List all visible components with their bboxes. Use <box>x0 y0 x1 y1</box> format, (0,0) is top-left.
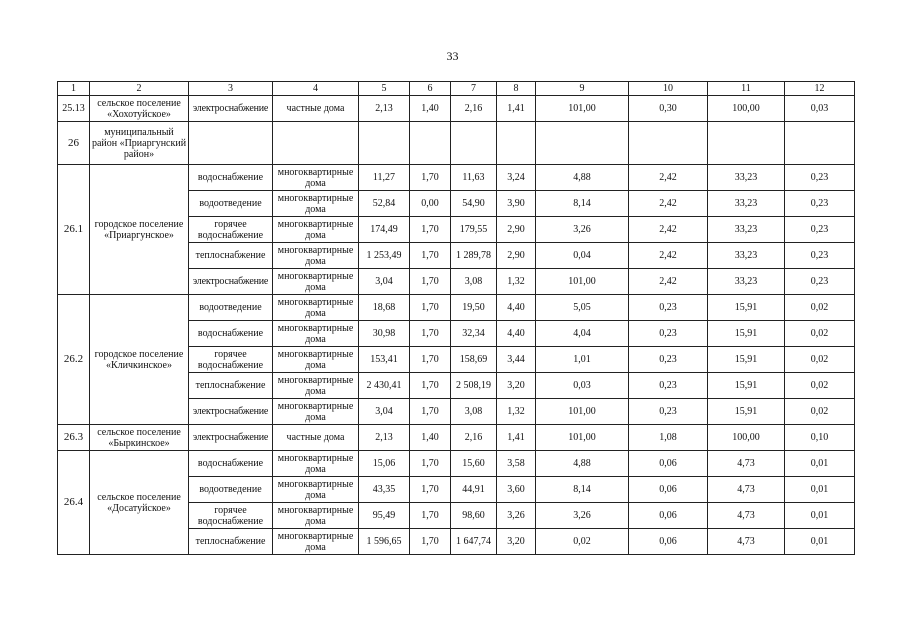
table-cell: 15,91 <box>708 373 785 399</box>
table-cell: 1,70 <box>410 529 451 555</box>
table-cell: 101,00 <box>536 425 629 451</box>
table-cell <box>359 122 410 165</box>
table-cell: 0,01 <box>785 529 855 555</box>
table-cell: 18,68 <box>359 295 410 321</box>
table-cell: 15,91 <box>708 321 785 347</box>
table-cell: 0,23 <box>629 295 708 321</box>
table-cell: 26.4 <box>58 451 90 555</box>
table-cell: городское поселение «Приаргунское» <box>90 165 189 295</box>
table-cell: 0,23 <box>785 269 855 295</box>
table-cell: 2,42 <box>629 217 708 243</box>
table-body <box>58 82 855 555</box>
table-cell: 15,60 <box>451 451 497 477</box>
table-row <box>58 96 855 122</box>
table-cell: 1,41 <box>497 425 536 451</box>
table-row <box>58 451 855 477</box>
table-cell: 0,04 <box>536 243 629 269</box>
table-cell <box>451 122 497 165</box>
table-cell: водоснабжение <box>189 321 273 347</box>
table-cell <box>273 122 359 165</box>
table-cell: 1 596,65 <box>359 529 410 555</box>
table-cell: 0,03 <box>536 373 629 399</box>
table-cell: многоквартирные дома <box>273 347 359 373</box>
table-cell: 1,01 <box>536 347 629 373</box>
table-cell: 30,98 <box>359 321 410 347</box>
tariff-table <box>57 81 855 555</box>
table-cell: 153,41 <box>359 347 410 373</box>
table-cell: 0,06 <box>629 477 708 503</box>
table-cell: 0,02 <box>785 373 855 399</box>
table-row <box>58 425 855 451</box>
table-cell <box>785 122 855 165</box>
table-cell: 26.1 <box>58 165 90 295</box>
table-cell: 4,73 <box>708 529 785 555</box>
page-number: 33 <box>446 49 459 63</box>
table-cell: 4,88 <box>536 165 629 191</box>
table-cell: 2,42 <box>629 191 708 217</box>
table-cell: электроснабжение <box>189 399 273 425</box>
table-cell: 0,01 <box>785 451 855 477</box>
table-cell: 1,70 <box>410 321 451 347</box>
table-cell: 158,69 <box>451 347 497 373</box>
table-cell: 2,13 <box>359 425 410 451</box>
table-cell: водоснабжение <box>189 165 273 191</box>
table-cell: 43,35 <box>359 477 410 503</box>
table-cell: 3,60 <box>497 477 536 503</box>
table-cell: 1,40 <box>410 96 451 122</box>
table-row <box>58 122 855 165</box>
table-cell: 100,00 <box>708 425 785 451</box>
table-row <box>58 165 855 191</box>
table-cell: 0,02 <box>785 295 855 321</box>
table-cell: 4,04 <box>536 321 629 347</box>
table-cell: 95,49 <box>359 503 410 529</box>
table-cell: многоквартирные дома <box>273 321 359 347</box>
table-cell: 1 253,49 <box>359 243 410 269</box>
column-header: 11 <box>708 82 785 96</box>
table-cell: 3,20 <box>497 373 536 399</box>
table-cell: 0,00 <box>410 191 451 217</box>
table-cell: 32,34 <box>451 321 497 347</box>
table-cell: 0,23 <box>785 243 855 269</box>
table-cell: 3,44 <box>497 347 536 373</box>
table-cell: 25.13 <box>58 96 90 122</box>
table-cell: 3,08 <box>451 399 497 425</box>
table-cell: многоквартирные дома <box>273 165 359 191</box>
table-cell: 26.3 <box>58 425 90 451</box>
table-cell: 3,24 <box>497 165 536 191</box>
table-cell: теплоснабжение <box>189 243 273 269</box>
table-cell: 101,00 <box>536 399 629 425</box>
table-cell: 0,06 <box>629 503 708 529</box>
table-cell: 0,23 <box>785 191 855 217</box>
table-cell: 0,01 <box>785 477 855 503</box>
table-cell: 101,00 <box>536 269 629 295</box>
table-cell: многоквартирные дома <box>273 269 359 295</box>
table-cell <box>708 122 785 165</box>
table-cell: 0,23 <box>629 321 708 347</box>
table-cell: 1,32 <box>497 399 536 425</box>
table-cell: 1,70 <box>410 243 451 269</box>
table-cell: 3,04 <box>359 399 410 425</box>
table-cell: 0,30 <box>629 96 708 122</box>
table-cell: 15,91 <box>708 399 785 425</box>
table-cell: частные дома <box>273 425 359 451</box>
table-cell: 19,50 <box>451 295 497 321</box>
column-header: 4 <box>273 82 359 96</box>
table-cell: 33,23 <box>708 243 785 269</box>
table-cell: 0,23 <box>785 217 855 243</box>
table-cell: 100,00 <box>708 96 785 122</box>
table-cell: 179,55 <box>451 217 497 243</box>
table-cell: многоквартирные дома <box>273 295 359 321</box>
table-cell: горячее водоснабжение <box>189 347 273 373</box>
table-cell <box>410 122 451 165</box>
table-cell: многоквартирные дома <box>273 217 359 243</box>
table-cell: 4,88 <box>536 451 629 477</box>
table-cell: 8,14 <box>536 477 629 503</box>
table-cell: 3,26 <box>497 503 536 529</box>
table-cell: 4,40 <box>497 321 536 347</box>
table-cell: водоотведение <box>189 295 273 321</box>
table-cell: 2,16 <box>451 96 497 122</box>
table-cell: 1,70 <box>410 477 451 503</box>
column-header: 10 <box>629 82 708 96</box>
table-cell: теплоснабжение <box>189 373 273 399</box>
table-cell: 1,70 <box>410 503 451 529</box>
table-cell: 3,26 <box>536 217 629 243</box>
table-cell: 1 289,78 <box>451 243 497 269</box>
table-cell: 1,70 <box>410 451 451 477</box>
table-cell <box>189 122 273 165</box>
table-cell: многоквартирные дома <box>273 243 359 269</box>
header-row <box>58 82 855 96</box>
column-header: 7 <box>451 82 497 96</box>
table-cell: 1,70 <box>410 295 451 321</box>
table-cell: 2 430,41 <box>359 373 410 399</box>
table-cell: 33,23 <box>708 191 785 217</box>
column-header: 8 <box>497 82 536 96</box>
table-cell: многоквартирные дома <box>273 529 359 555</box>
table-cell: 1,08 <box>629 425 708 451</box>
table-cell <box>497 122 536 165</box>
table-cell: 52,84 <box>359 191 410 217</box>
table-cell: 0,03 <box>785 96 855 122</box>
table-cell: 33,23 <box>708 165 785 191</box>
table-cell: 15,91 <box>708 295 785 321</box>
table-cell: 2,90 <box>497 217 536 243</box>
table-row <box>58 295 855 321</box>
table-cell: 4,40 <box>497 295 536 321</box>
table-cell: 4,73 <box>708 503 785 529</box>
table-cell: 0,06 <box>629 529 708 555</box>
table-cell: 3,20 <box>497 529 536 555</box>
table-cell: 4,73 <box>708 477 785 503</box>
column-header: 3 <box>189 82 273 96</box>
table-cell: многоквартирные дома <box>273 191 359 217</box>
table-cell: 26.2 <box>58 295 90 425</box>
table-cell: 4,73 <box>708 451 785 477</box>
table-cell: 1,40 <box>410 425 451 451</box>
table-cell: 1,70 <box>410 269 451 295</box>
table-cell: 1,70 <box>410 347 451 373</box>
table-cell: 1 647,74 <box>451 529 497 555</box>
table-cell <box>536 122 629 165</box>
table-cell: многоквартирные дома <box>273 399 359 425</box>
table-cell: электроснабжение <box>189 96 273 122</box>
table-cell: электроснабжение <box>189 425 273 451</box>
table-cell: 5,05 <box>536 295 629 321</box>
table-cell: 2,42 <box>629 165 708 191</box>
table-cell: электроснабжение <box>189 269 273 295</box>
table-cell: 98,60 <box>451 503 497 529</box>
table-cell: 0,23 <box>785 165 855 191</box>
column-header: 9 <box>536 82 629 96</box>
column-header: 1 <box>58 82 90 96</box>
table-cell: многоквартирные дома <box>273 503 359 529</box>
table-cell: 2,16 <box>451 425 497 451</box>
table-cell: водоотведение <box>189 477 273 503</box>
table-cell: 26 <box>58 122 90 165</box>
table-cell: 33,23 <box>708 269 785 295</box>
table-cell: водоснабжение <box>189 451 273 477</box>
table-cell: 1,70 <box>410 373 451 399</box>
table-cell: сельское поселение «Быркинское» <box>90 425 189 451</box>
table-cell: 1,41 <box>497 96 536 122</box>
table-cell: 0,23 <box>629 373 708 399</box>
table-cell: 0,10 <box>785 425 855 451</box>
table-cell: 11,27 <box>359 165 410 191</box>
table-cell: частные дома <box>273 96 359 122</box>
table-cell: 15,91 <box>708 347 785 373</box>
table-cell: 54,90 <box>451 191 497 217</box>
table-cell: 15,06 <box>359 451 410 477</box>
column-header: 2 <box>90 82 189 96</box>
table-cell: 3,04 <box>359 269 410 295</box>
table-cell: теплоснабжение <box>189 529 273 555</box>
table-cell: 1,32 <box>497 269 536 295</box>
table-cell: 0,23 <box>629 399 708 425</box>
table-cell: 101,00 <box>536 96 629 122</box>
table-cell: 0,02 <box>785 321 855 347</box>
table-cell: многоквартирные дома <box>273 451 359 477</box>
table-cell: многоквартирные дома <box>273 373 359 399</box>
table-cell: 2,42 <box>629 243 708 269</box>
table-cell: 11,63 <box>451 165 497 191</box>
table-cell: водоотведение <box>189 191 273 217</box>
table-cell: городское поселение «Кличкинское» <box>90 295 189 425</box>
table-cell: 2 508,19 <box>451 373 497 399</box>
table-cell: 1,70 <box>410 217 451 243</box>
column-header: 6 <box>410 82 451 96</box>
table-cell: 2,42 <box>629 269 708 295</box>
table-cell: 0,02 <box>785 347 855 373</box>
table-cell: 2,90 <box>497 243 536 269</box>
table-cell: 0,02 <box>536 529 629 555</box>
table-cell: 1,70 <box>410 165 451 191</box>
table-cell: сельское поселение «Хохотуйское» <box>90 96 189 122</box>
table-cell: муниципальный район «Приаргунский район» <box>90 122 189 165</box>
table-cell <box>629 122 708 165</box>
table-cell: 0,02 <box>785 399 855 425</box>
table-cell: 174,49 <box>359 217 410 243</box>
table-cell: 0,06 <box>629 451 708 477</box>
column-header: 12 <box>785 82 855 96</box>
table-cell: сельское поселение «Досатуйское» <box>90 451 189 555</box>
table-cell: 0,23 <box>629 347 708 373</box>
column-header: 5 <box>359 82 410 96</box>
table-cell: 3,90 <box>497 191 536 217</box>
table-cell: горячее водоснабжение <box>189 217 273 243</box>
table-cell: горячее водоснабжение <box>189 503 273 529</box>
table-cell: 1,70 <box>410 399 451 425</box>
table-cell: 2,13 <box>359 96 410 122</box>
table-cell: 44,91 <box>451 477 497 503</box>
table-cell: 3,26 <box>536 503 629 529</box>
table-cell: 3,58 <box>497 451 536 477</box>
table-cell: 3,08 <box>451 269 497 295</box>
table-cell: 0,01 <box>785 503 855 529</box>
table-cell: многоквартирные дома <box>273 477 359 503</box>
table-cell: 8,14 <box>536 191 629 217</box>
table-cell: 33,23 <box>708 217 785 243</box>
